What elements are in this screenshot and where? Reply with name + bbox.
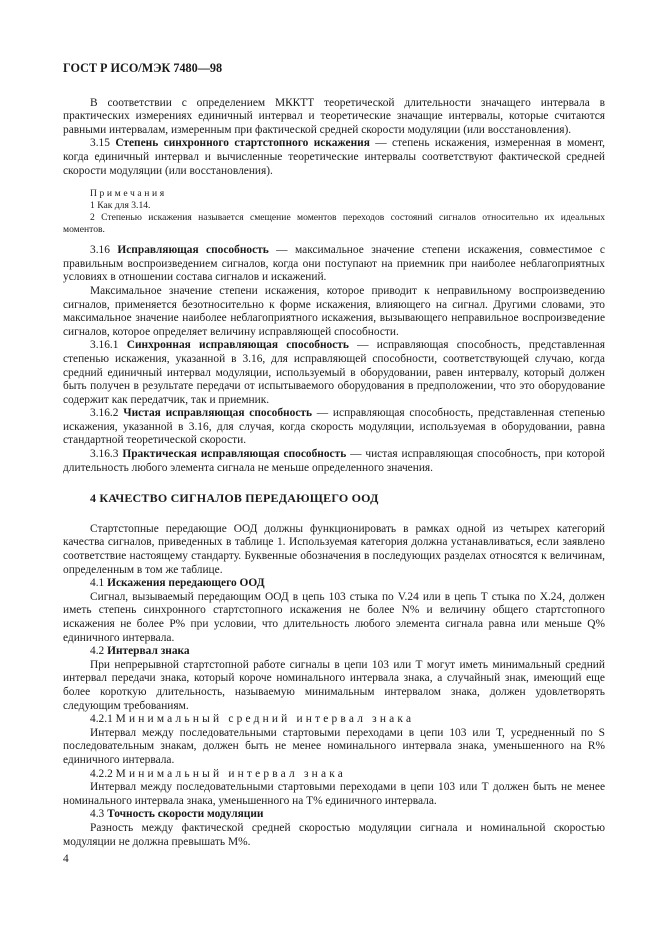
- clause-number: 3.15: [90, 137, 110, 150]
- clause-term: Практическая исправляющая способность: [122, 448, 347, 461]
- clause-3-16-2: [63, 407, 605, 448]
- clause-number: 3.16.2: [90, 407, 119, 420]
- clause-3-16-1: [63, 339, 605, 407]
- clause-number: 3.16.1: [90, 339, 119, 352]
- clause-4-1-text: Сигнал, вызываемый передающим ООД в цепь 103 стыка по V.24 или в цепь Т стыка по X.24, должен иметь степень синхронного стартстопного искажения не более N% и величину общего стартстопного искажения не более Р% при условии, что длительность любого элемента сигнала равна или меньше Q% единичного интервала.: [63, 590, 605, 644]
- paragraph-3-16-2: Максимальное значение степени искажения, которое приводит к неправильному воспроизведению сигналов, применяется безотносительно к форме искажения, влияющего на сигнал. Другими словами, это максимальное значение наиболее неблагоприятного искажения, вызывающего неправильное воспроизведение сигналов, которое определяет величину исправляющей способности.: [63, 284, 605, 338]
- clause-number: 4.2.1: [90, 713, 113, 726]
- clause-number: 3.16.3: [90, 448, 119, 461]
- clause-term: Минимальный интервал знака: [115, 767, 347, 780]
- clause-3-15: [63, 137, 605, 178]
- clause-4-2-1-text: Интервал между последовательными стартовыми переходами в цепи 103 или Т, усредненный по S последовательным знакам, должен быть не менее номинального интервала знака, уменьшенного на R% единичного интервала.: [63, 726, 605, 766]
- clause-4-2-heading: [63, 645, 605, 659]
- clause-number: 4.3: [90, 808, 105, 821]
- clause-text: — исправляющая способность, представленная степенью искажения, указанной в 3.16, для случая, когда скорость модуляции, используемая в оборудовании, равна стандартной теоретической скорости.: [63, 407, 605, 447]
- note-2: 2 Степенью искажения называется смещение моментов переходов состояний сигналов относительно их идеальных моментов.: [63, 212, 605, 236]
- clause-term: Минимальный средний интервал знака: [115, 713, 415, 726]
- note-1: 1 Как для 3.14.: [90, 200, 151, 212]
- clause-term: Синхронная исправляющая способность: [126, 339, 349, 352]
- notes-heading: Примечания: [90, 188, 167, 200]
- clause-term: Искажения передающего ООД: [107, 577, 265, 590]
- clause-4-2-text: При непрерывной стартстопной работе сигналы в цепи 103 или Т могут иметь минимальный средний интервал передачи знака, который короче номинального интервала знака, а случайный знак, имеющий еще более короткую длительность, называемую минимальным интервалом знака, должен удовлетворять следующим требованиям.: [63, 658, 605, 712]
- clause-4-3-heading: [63, 808, 605, 822]
- clause-term: Интервал знака: [107, 645, 190, 658]
- clause-4-2-2-heading: [63, 768, 605, 782]
- clause-text: — степень искажения, измеренная в момент, когда единичный интервал и вычисленные теоретические интервалы соответствуют фактической средней скорости модуляции (или восстановления).: [63, 137, 606, 177]
- clause-3-16: [63, 244, 605, 285]
- clause-term: Степень синхронного стартстопного искажения: [115, 137, 370, 150]
- clause-text: — чистая исправляющая способность, при которой длительность любого элемента сигнала не меньше определенного значения.: [63, 448, 605, 474]
- section-4-intro: Стартстопные передающие ООД должны функционировать в рамках одной из четырех категорий качества сигналов, приведенных в таблице 1. Используемая категория должна устанавливаться, если заявлено соответствие настоящему стандарту. Буквенные обозначения в последующих разделах относятся к величинам, определенным в том же таблице.: [63, 522, 605, 576]
- document-header: ГОСТ Р ИСО/МЭК 7480—98: [63, 61, 223, 75]
- clause-3-16-3: [63, 448, 605, 475]
- notes-block: [63, 188, 605, 236]
- clause-term: Чистая исправляющая способность: [123, 407, 312, 420]
- clause-4-2-2-text: Интервал между последовательными стартовыми переходами в цепи 103 или Т должен быть не менее номинального интервала знака, уменьшенного на Т% единичного интервала.: [63, 781, 605, 807]
- section-4-title: 4 КАЧЕСТВО СИГНАЛОВ ПЕРЕДАЮЩЕГО ООД: [90, 491, 379, 506]
- clause-4-1-heading: [63, 577, 605, 591]
- clause-4-2-1-heading: [63, 713, 605, 727]
- clause-number: 3.16: [90, 244, 110, 257]
- clause-number: 4.2.2: [90, 767, 113, 780]
- clause-text: — максимальное значение степени искажения, совместимое с правильным воспроизведением сигналов, когда они поступают на приемник при наиболее неблагоприятных условиях в отношении состава сигналов и искажений.: [63, 244, 605, 284]
- page-number: 4: [63, 853, 69, 865]
- clause-term: Исправляющая способность: [117, 244, 269, 257]
- paragraph-intro: В соответствии с определением МККТТ теоретической длительности значащего интервала в практических измерениях единичный интервал и теоретические значащие интервалы, которые считаются равными интервалам, измеренным при фактической средней скорости модуляции (или восстановления).: [63, 96, 605, 136]
- clause-text: — исправляющая способность, представленная степенью искажения, указанной в 3.16, для исправляющей способности, соответствующей случаю, когда средний единичный интервал модуляции, используемый в оборудовании, равен интервалу, который должен быть получен в результате передачи от испытываемого оборудования в предположении, что это оборудование содержит как передатчик, так и приемник.: [63, 339, 605, 406]
- clause-term: Точность скорости модуляции: [107, 808, 264, 821]
- clause-number: 4.1: [90, 577, 105, 590]
- clause-4-3-text: Разность между фактической средней скоростью модуляции сигнала и номинальной скоростью модуляции не должна превышать М%.: [63, 821, 605, 848]
- clause-number: 4.2: [90, 645, 105, 658]
